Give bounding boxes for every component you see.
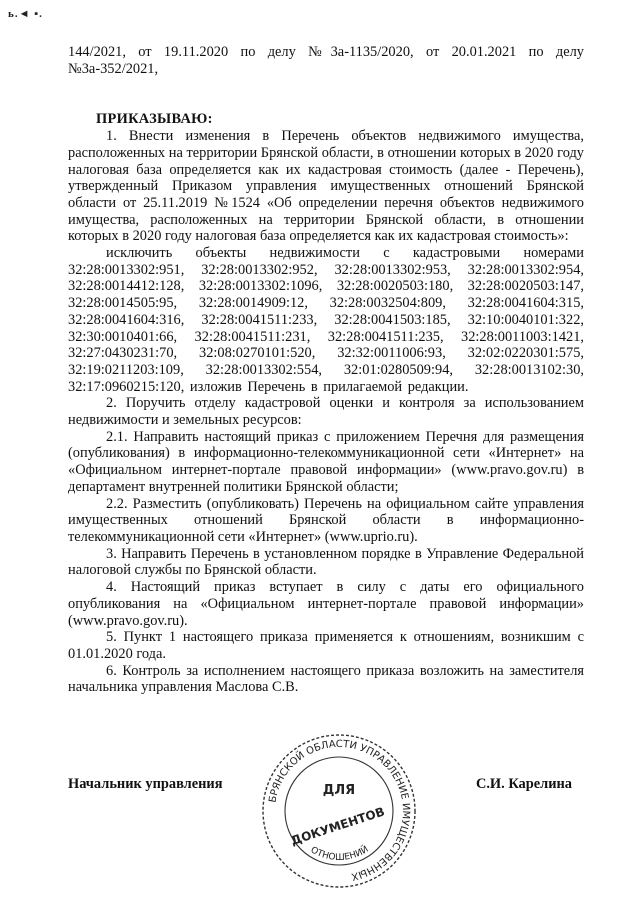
spacer bbox=[68, 77, 584, 111]
paragraph-item-2: 2. Поручить отделу кадастровой оценки и контроля за использованием недвижимости и земельных ресурсов: bbox=[68, 395, 584, 429]
paragraph-item-1: 1. Внести изменения в Перечень объектов недвижимого имущества, расположенных на территории Брянской области, в отношении которых в 2020 году налоговая база определяется как их кадастровая стоимость (далее - Перечень), утвержденный Приказом управления имущественных отношений Брянской области от 25.11.2019 №1524 «Об определении перечня объектов недвижимого имущества, расположенных на территории Брянской области, в отношении которых в 2020 году налоговая база определяется как их кадастровая стоимость»: bbox=[68, 128, 584, 245]
corner-scan-mark: ь.◄ ▪. bbox=[8, 8, 43, 20]
paragraph-preamble-tail: 144/2021, от 19.11.2020 по делу №3а-1135/2020, от 20.01.2021 по делу №3а-352/2021, bbox=[68, 44, 584, 77]
paragraph-item-3: 3. Направить Перечень в установленном порядке в Управление Федеральной налоговой службы по Брянской области. bbox=[68, 545, 584, 579]
paragraph-item-2-2: 2.2. Разместить (опубликовать) Перечень на официальном сайте управления имущественных отношений Брянской области в информационно-телекоммуникационной сети «Интернет» (www.uprio.ru). bbox=[68, 495, 584, 545]
stamp-center-top: ДЛЯ bbox=[322, 783, 356, 798]
paragraph-item-2-1: 2.1. Направить настоящий приказ с приложением Перечня для размещения (опубликования) в информационно-телекоммуникационной сети «Интернет» на «Официальном интернет-портале правовой информации» (www.pravo.gov.ru) в департамент внутренней политики Брянской области; bbox=[68, 428, 584, 495]
signatory-name: С.И. Карелина bbox=[475, 776, 572, 792]
paragraph-item-6: 6. Контроль за исполнением настоящего приказа возложить на заместителя начальника управления Маслова С.В. bbox=[68, 662, 584, 696]
stamp-center-bottom: ДОКУМЕНТОВ bbox=[289, 804, 387, 848]
stamp-bottom-text: ОТНОШЕНИЙ bbox=[308, 844, 371, 864]
order-body bbox=[68, 44, 584, 696]
order-heading: ПРИКАЗЫВАЮ: bbox=[96, 111, 213, 128]
signatory-position: Начальник управления bbox=[68, 776, 223, 792]
official-stamp bbox=[258, 730, 420, 892]
paragraph-item-5: 5. Пункт 1 настоящего приказа применяется к отношениям, возникшим с 01.01.2020 года. bbox=[68, 629, 584, 662]
paragraph-item-4: 4. Настоящий приказ вступает в силу с даты его официального опубликования на «Официальном интернет-портале правовой информации» (www.pravo.gov.ru). bbox=[68, 579, 584, 629]
stamp-outer-ring bbox=[263, 735, 415, 887]
stamp-ring-text: БРЯНСКОЙ ОБЛАСТИ УПРАВЛЕНИЕ ИМУЩЕСТВЕННЫХ bbox=[267, 738, 412, 882]
paragraph-cadastral-list: исключить объекты недвижимости с кадастровыми номерами 32:28:0013302:951, 32:28:0013302:952, 32:28:0013302:953, 32:28:0013302:954, 32:28:0014412:128, 32:28:0013302:1096, 32:28:0020503:180, 32:28:0020503:147, 32:28:0014505:95, 32:28:0014909:12, 32:28:0032504:809, 32:28:0041604:315, 32:28:0041604:316, 32:28:0041511:233, 32:28:0041503:185, 32:10:0040101:322, 32:30:0010401:66, 32:28:0041511:231, 32:28:0041511:235, 32:28:0011003:1421, 32:27:0430231:70, 32:08:0270101:520, 32:32:0011006:93, 32:02:0220301:575, 32:19:0211203:109, 32:28:0013302:554, 32:01:0280509:94, 32:28:0013102:30, 32:17:0960215:120, изложив Перечень в прилагаемой редакции. bbox=[68, 245, 584, 395]
